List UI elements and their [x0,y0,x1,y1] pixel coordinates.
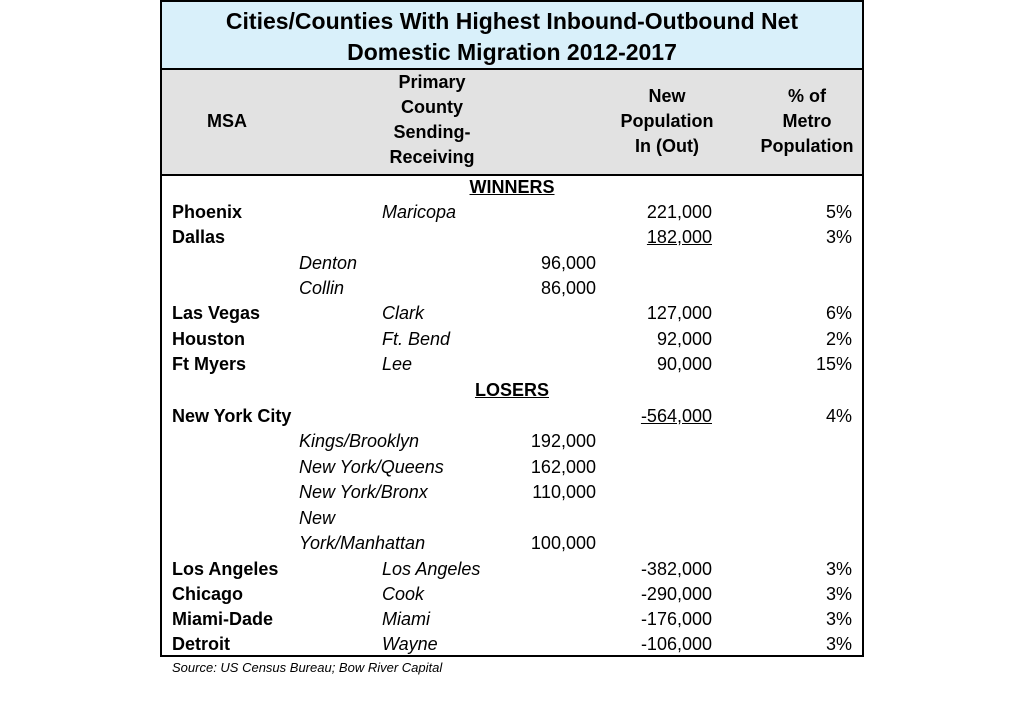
sub-value-cell: 162,000 [530,457,596,477]
header-pct-line: % of [788,86,826,106]
table-row [162,225,862,250]
sub-county-cell: Kings/Brooklyn [299,431,420,451]
sub-county-cell: Denton [299,253,358,273]
table-row [162,632,862,657]
pct-cell: 3% [825,559,852,579]
section-label-winners: WINNERS [469,177,555,197]
new-pop-cell: -290,000 [640,584,712,604]
msa-cell: Phoenix [172,202,243,222]
msa-cell: Las Vegas [172,303,261,323]
new-pop-cell: -176,000 [640,609,712,629]
new-pop-cell: -564,000 [640,406,712,426]
msa-cell: Chicago [172,584,244,604]
table-row [162,557,862,582]
county-cell: Wayne [382,634,438,654]
msa-cell: Ft Myers [172,354,247,374]
msa-cell: New York City [172,406,292,426]
sub-county-cell: New [299,508,336,528]
pct-cell: 5% [825,202,852,222]
header-pct-metro [752,84,862,159]
section-row-losers [162,378,862,403]
table-row [162,327,862,352]
new-pop-cell: 90,000 [656,354,712,374]
source-note: Source: US Census Bureau; Bow River Capital [172,660,443,675]
table-row [162,404,862,429]
sub-value-cell: 192,000 [530,431,596,451]
pct-cell: 3% [825,609,852,629]
sub-county-cell: Collin [299,278,345,298]
table-header [162,70,862,176]
table-subrow [162,251,862,276]
sub-value-cell: 96,000 [540,253,596,273]
county-cell: Maricopa [382,202,457,222]
county-cell: Lee [382,354,413,374]
county-cell: Ft. Bend [382,329,451,349]
new-pop-cell: -382,000 [640,559,712,579]
table-title-line2: Domestic Migration 2012-2017 [347,39,677,65]
header-county-line: Receiving [389,147,475,167]
table-subrow [162,506,862,531]
county-cell: Clark [382,303,425,323]
sub-county-cell: York/Manhattan [299,533,426,553]
new-pop-cell: -106,000 [640,634,712,654]
header-county-line: Primary [398,72,466,92]
pct-cell: 4% [825,406,852,426]
msa-cell: Los Angeles [172,559,279,579]
header-county-line: County [401,97,463,117]
migration-table [160,0,864,657]
table-subrow [162,276,862,301]
header-county [372,70,492,170]
sub-county-cell: New York/Bronx [299,482,428,502]
county-cell: Miami [382,609,430,629]
msa-cell: Detroit [172,634,230,654]
msa-cell: Dallas [172,227,226,247]
header-new-population [602,84,732,159]
msa-cell: Houston [172,329,245,349]
msa-cell: Miami-Dade [172,609,274,629]
table-row [162,200,862,225]
sub-value-cell: 110,000 [532,482,596,502]
table-title-line1: Cities/Counties With Highest Inbound-Outbound Net [225,8,799,34]
header-new-pop-line: In (Out) [635,136,699,156]
table-subrow [162,531,862,556]
pct-cell: 15% [815,354,852,374]
pct-cell: 2% [825,329,852,349]
header-pct-line: Metro [782,111,832,131]
new-pop-cell: 92,000 [656,329,712,349]
new-pop-cell: 182,000 [646,227,712,247]
table-subrow [162,480,862,505]
new-pop-cell: 221,000 [646,202,712,222]
pct-cell: 3% [825,584,852,604]
county-cell: Los Angeles [382,559,481,579]
pct-cell: 3% [825,634,852,654]
pct-cell: 6% [825,303,852,323]
header-new-pop-line: Population [620,111,714,131]
header-msa: MSA [207,111,247,131]
table-subrow [162,455,862,480]
header-county-line: Sending- [393,122,471,142]
table-title [162,2,862,70]
table-subrow [162,429,862,454]
section-row-winners [162,175,862,200]
table-row [162,301,862,326]
table-row [162,582,862,607]
table-row [162,352,862,377]
county-cell: Cook [382,584,425,604]
sub-county-cell: New York/Queens [299,457,444,477]
new-pop-cell: 127,000 [646,303,712,323]
header-new-pop-line: New [648,86,686,106]
section-label-losers: LOSERS [474,380,549,400]
sub-value-cell: 86,000 [540,278,596,298]
sub-value-cell: 100,000 [530,533,596,553]
table-row [162,607,862,632]
pct-cell: 3% [825,227,852,247]
header-pct-line: Population [760,136,854,156]
